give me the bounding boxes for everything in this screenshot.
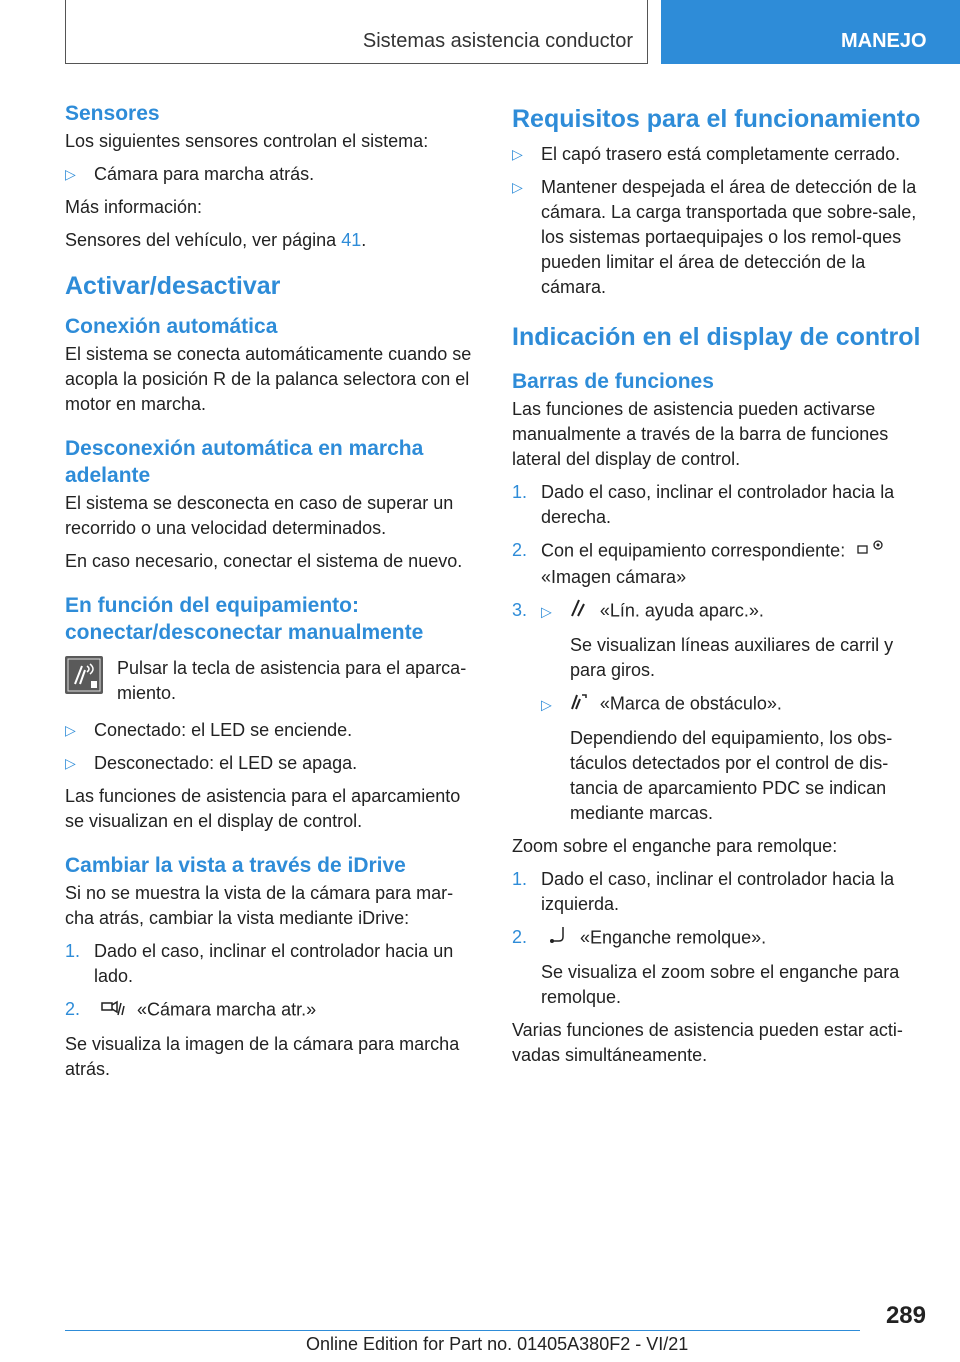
barras-paragraph: Las funciones de asistencia pueden activarse manualmente a través de la barra de funciones lateral del display de control. [512,399,889,469]
number-marker: 1. [512,869,528,889]
list-item-text: Desconectado: el LED se apaga. [94,753,358,773]
numbered-item-text: «Cámara marcha atr.» [137,999,317,1020]
sub-item-text: «Lín. ayuda aparc.». [599,600,764,621]
cambiar-paragraph: Si no se muestra la vista de la cámara para mar-cha atrás, cambiar la vista mediante iDrive: [65,883,454,928]
sub-item-desc: Dependiendo del equipamiento, los obs-táculos detectados por el control de dis-tancia de aparcamiento PDC se indican mediante marcas. [570,728,893,823]
header-tab-label: MANEJO [841,30,927,52]
list-item-text: Mantener despejada el área de detección de la cámara. La carga transportada que sobre-sale, los sistemas portaequipajes o los remol-ques pueden limitar el área de detección de la cámara. [541,177,917,297]
conexion-heading: Conexión automática [65,315,278,338]
sensores-paragraph: Los siguientes sensores controlan el sistema: [65,131,429,151]
list-item-text: Conectado: el LED se enciende. [94,720,353,740]
assist-key-text: Pulsar la tecla de asistencia para el aparca-miento. [117,658,467,703]
parking-assist-key-icon [65,656,103,694]
number-marker: 2. [512,927,528,947]
sensores-heading: Sensores [65,102,160,125]
numbered-item-desc: Se visualiza el zoom sobre el enganche para remolque. [541,962,900,1007]
conexion-paragraph: El sistema se conecta automáticamente cuando se acopla la posición R de la palanca selectora con el motor en marcha. [65,344,472,414]
barras-heading: Barras de funciones [512,370,714,393]
bullet-marker: ▷ [65,755,76,771]
bullet-marker: ▷ [65,166,76,182]
activar-heading: Activar/desactivar [65,272,281,300]
sensores-ref [65,228,480,253]
manual-heading: En función del equipamiento: conectar/desconectar manualmente [65,594,424,644]
guide-lines-icon [569,598,589,625]
sub-item-desc: Se visualizan líneas auxiliares de carril y para giros. [570,635,894,680]
bullet-marker: ▷ [541,603,552,620]
sub-item [512,691,927,718]
list-item [65,751,480,776]
numbered-item-text: Dado el caso, inclinar el controlador hacia un lado. [94,941,454,986]
varias-paragraph: Varias funciones de asistencia pueden estar acti-vadas simultáneamente. [512,1020,903,1065]
cambiar-heading: Cambiar la vista a través de iDrive [65,854,406,877]
rear-camera-icon [100,997,126,1024]
page-number: 289 [885,1302,926,1329]
bullet-marker: ▷ [65,722,76,738]
list-item [512,142,927,167]
number-marker: 1. [512,482,528,502]
numbered-item-text: Con el equipamiento correspondiente: [541,540,846,561]
assist-key-row [65,656,480,706]
sub-item-text: «Marca de obstáculo». [599,693,782,714]
number-marker: 1. [65,941,81,961]
bullet-marker: ▷ [541,696,552,713]
bullet-marker: ▷ [512,179,523,195]
numbered-item [512,538,927,590]
desconexion-heading: Desconexión automática en marcha adelante [65,437,424,487]
numbered-item [512,867,927,917]
numbered-item [65,997,480,1024]
list-item-text: Cámara para marcha atrás. [94,164,315,184]
footer-edition: Online Edition for Part no. 01405A380F2 - VI/21 [306,1334,689,1354]
numbered-item-text: «Enganche remolque». [580,927,767,948]
header-title: Sistemas asistencia conductor [362,30,633,52]
list-item [65,718,480,743]
desconexion-paragraph-2: En caso necesario, conectar el sistema de nuevo. [65,551,463,571]
ref-text: Sensores del vehículo, ver página [65,230,337,250]
numbered-item-text-2: «Imagen cámara» [541,567,687,587]
requisitos-heading: Requisitos para el funcionamiento [512,105,921,133]
mas-info: Más información: [65,197,203,217]
page-link[interactable]: 41 [341,230,362,250]
number-marker: 2. [65,999,81,1019]
numbered-item [512,598,927,625]
ref-period: . [361,230,367,250]
numbered-item-text: Dado el caso, inclinar el controlador hacia la derecha. [541,482,895,527]
numbered-item [65,939,480,989]
zoom-paragraph: Zoom sobre el enganche para remolque: [512,836,838,856]
header-box [65,0,648,64]
bullet-marker: ▷ [512,146,523,162]
trailer-hitch-icon [547,925,569,952]
numbered-item-text: Dado el caso, inclinar el controlador hacia la izquierda. [541,869,895,914]
footer-divider [65,1330,860,1331]
cambiar-paragraph-2: Se visualiza la imagen de la cámara para marcha atrás. [65,1034,460,1079]
indicacion-heading: Indicación en el display de control [512,323,921,351]
left-column [65,100,480,1090]
camera-settings-icon [856,538,886,565]
obstacle-marker-icon [569,691,589,718]
right-column [512,100,927,1076]
list-item [512,175,927,300]
list-item-text: El capó trasero está completamente cerrado. [541,144,901,164]
header-tab[interactable] [661,0,960,64]
list-item [65,162,480,187]
numbered-item [512,925,927,952]
desconexion-paragraph-1: El sistema se desconecta en caso de superar un recorrido o una velocidad determinados. [65,493,454,538]
number-marker: 3. [512,600,528,620]
manual-paragraph: Las funciones de asistencia para el aparcamiento se visualizan en el display de control. [65,786,461,831]
numbered-item [512,480,927,530]
number-marker: 2. [512,540,528,560]
